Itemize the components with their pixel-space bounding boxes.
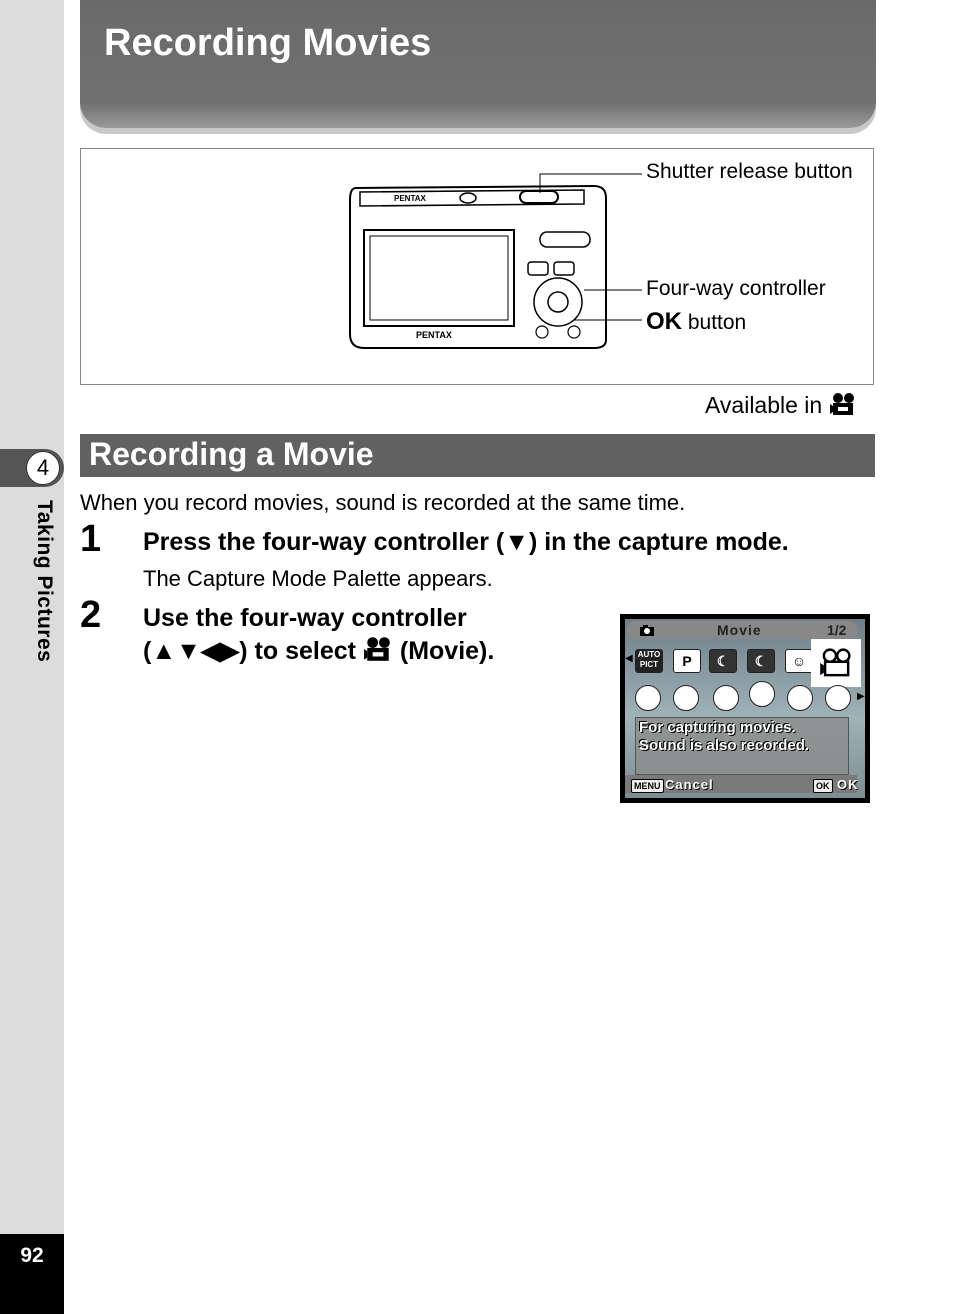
page-number: 92 [20,1244,44,1267]
step-2-prefix: (▲▼◀▶) to select [143,637,356,665]
movie-camera-icon [819,647,853,679]
portrait-icon: ☺ [785,649,813,673]
step-2-line2 [143,635,494,668]
landscape-icon [635,685,661,711]
section-intro: When you record movies, sound is recorded at the same time. [80,490,686,515]
step-2-line1: Use the four-way controller [143,604,467,632]
camera-mode-icon [639,624,655,636]
scroll-left-icon: ◀ [625,653,633,664]
step-2-number: 2 [80,594,102,636]
callout-four-way: Four-way controller [646,277,826,300]
step-2-suffix: (Movie). [399,637,495,665]
step-1-text: Press the four-way controller (▼) in the capture mode. [143,528,789,556]
flower-icon [673,685,699,711]
sport-icon [787,685,813,711]
lcd-message-line-1: For capturing movies. [639,719,796,736]
menu-key-icon: MENU [631,779,664,793]
brand-top: PENTAX [394,194,426,203]
callout-ok [646,308,746,336]
night-portrait-icon: ☾ [747,649,775,673]
chapter-title: Taking Pictures [33,500,56,663]
availability-note [705,392,857,419]
step-1-subtext: The Capture Mode Palette appears. [143,566,493,591]
lcd-ok-label: OK [837,777,859,792]
scroll-right-icon: ▶ [857,691,865,702]
ok-symbol: OK [646,308,682,335]
soft-portrait-icon [713,685,739,711]
ok-label: button [687,311,747,334]
auto-pict-mode-icon: AUTO PICT [635,649,663,673]
lcd-page-indicator: 1/2 [827,622,847,638]
anti-shake-icon [825,685,851,711]
brand-bottom: PENTAX [416,330,452,340]
ok-key-icon: OK [813,779,833,793]
night-scene-icon: ☾ [709,649,737,673]
program-mode-icon: P [673,649,701,673]
movie-mode-selected-tile [811,639,861,687]
movie-camera-icon [829,392,857,416]
movie-mode-icon [363,636,393,662]
section-title: Recording a Movie [89,436,374,472]
lcd-mode-name: Movie [717,622,762,638]
chapter-number: 4 [26,451,60,485]
step-1-number: 1 [80,518,102,560]
snow-icon [749,681,775,707]
callout-lines [0,0,954,400]
lcd-message-line-2: Sound is also recorded. [639,737,810,754]
page-title: Recording Movies [104,22,432,64]
availability-label: Available in [705,392,823,418]
callout-shutter: Shutter release button [646,160,853,183]
capture-mode-palette-screen [620,614,870,803]
lcd-cancel-label: Cancel [665,777,714,792]
